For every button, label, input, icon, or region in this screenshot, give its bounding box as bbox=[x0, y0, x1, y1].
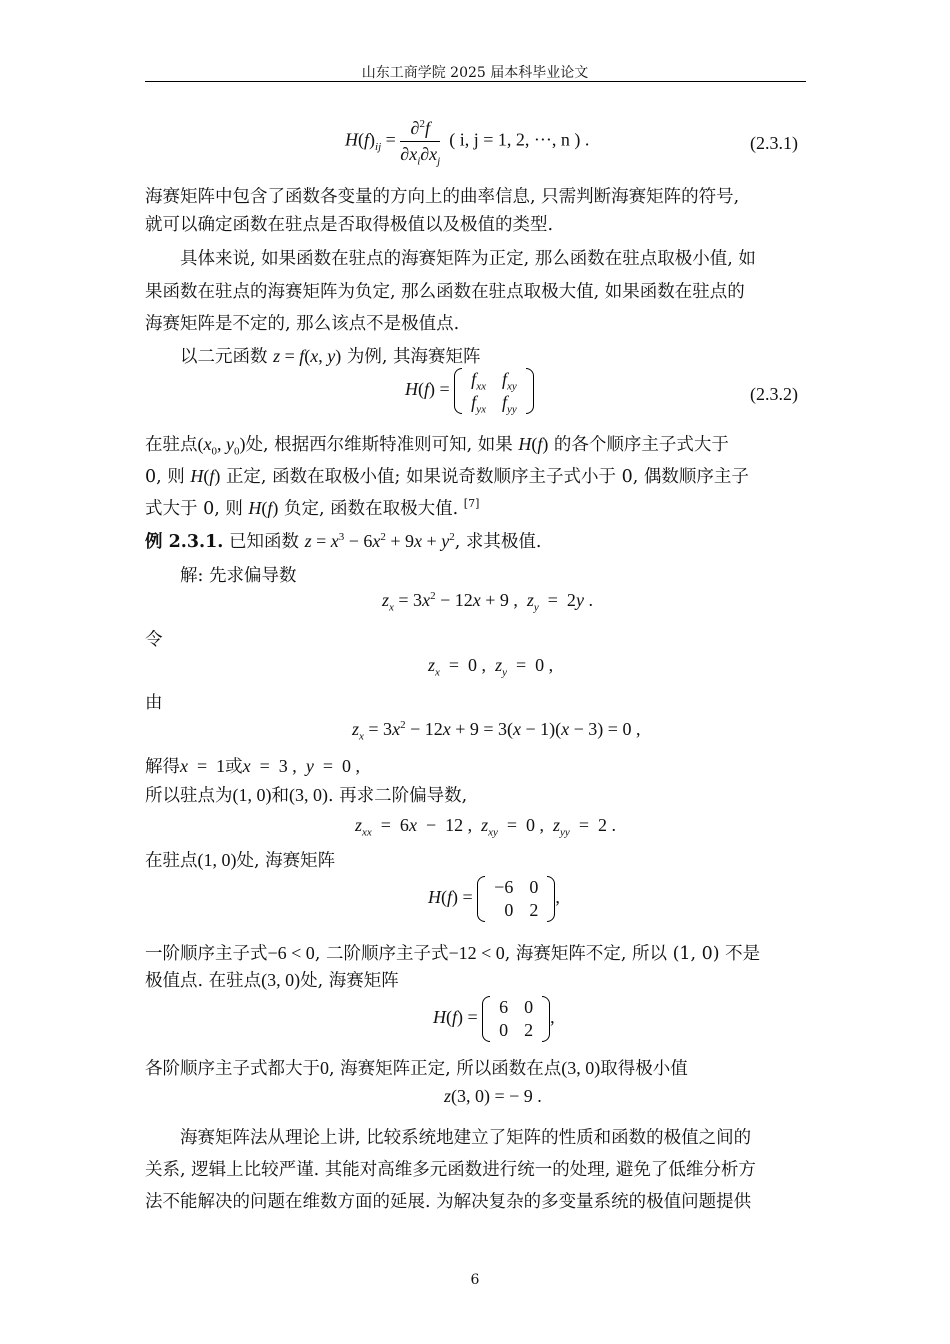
paragraph-line: 就可以确定函数在驻点是否取得极值以及极值的类型. bbox=[145, 215, 554, 235]
minimum-value: z(3, 0) = − 9 . bbox=[444, 1086, 542, 1106]
citation-ref: [7] bbox=[463, 497, 480, 511]
minors-line: 一阶顺序主子式−6 < 0, 二阶顺序主子式−12 < 0, 海赛矩阵不定, 所以 (1, 0) 不是 bbox=[145, 943, 761, 964]
from-label: 由 bbox=[145, 693, 163, 713]
roots-line: 解得x = 1或x = 3 , y = 0 , bbox=[145, 756, 360, 777]
critical-equations: $z_x = 0$ , $z_y = 0$ , bbox=[428, 655, 554, 679]
stationary-points-line: 所以驻点为(1, 0)和(3, 0). 再求二阶偏导数, bbox=[145, 785, 468, 806]
paragraph-line: 0, 则 H(f) 正定, 函数在取极小值; 如果说奇数顺序主子式小于 0, 偶数顺序主子 bbox=[145, 466, 749, 487]
header-rule bbox=[145, 81, 806, 82]
page-number: 6 bbox=[470, 1272, 480, 1288]
stationary-1-line: 在驻点(1, 0)处, 海赛矩阵 bbox=[145, 850, 336, 871]
equation-2-3-2: H(f) = $f_{xx}$ $f_{xy}$ $f_{yx}$ $f_{yy}$ bbox=[405, 368, 534, 414]
paragraph-line: 海赛矩阵中包含了函数各变量的方向上的曲率信息, 只需判断海赛矩阵的符号, bbox=[145, 187, 740, 207]
minors-line-2: 极值点. 在驻点(3, 0)处, 海赛矩阵 bbox=[145, 970, 399, 991]
hessian-at-1-0: H(f) = −6 0 0 2 , bbox=[428, 877, 560, 920]
equation-tag-2-3-2: (2.3.2) bbox=[750, 384, 798, 404]
paragraph-line: 法不能解决的问题在维数方面的延展. 为解决复杂的多变量系统的极值问题提供 bbox=[145, 1192, 752, 1212]
paragraph-line: 关系, 逻辑上比较严谨. 其能对高维多元函数进行统一的处理, 避免了低维分析方 bbox=[145, 1160, 756, 1180]
factored-equation: $z_x = 3x^2 - 12x + 9 = 3(x - 1)(x - 3) = 0$ , bbox=[352, 719, 641, 743]
example-heading: 例 2.3.1. 已知函数 $z = x^3 - 6x^2 + 9x + y^2$, 求其极值. bbox=[145, 531, 542, 552]
let-label: 令 bbox=[145, 630, 163, 650]
running-header: 山东工商学院 2025 届本科毕业论文 bbox=[361, 65, 589, 81]
second-partials: $z_{xx} = 6x - 12$ , $z_{xy} = 0$ , $z_{yy} = 2$ . bbox=[355, 815, 616, 839]
positive-definite-line: 各阶顺序主子式都大于0, 海赛矩阵正定, 所以函数在点(3, 0)取得极小值 bbox=[145, 1058, 688, 1079]
paragraph-line: 海赛矩阵法从理论上讲, 比较系统地建立了矩阵的性质和函数的极值之间的 bbox=[180, 1128, 752, 1148]
paragraph-line: 以二元函数 z = f(x, y) 为例, 其海赛矩阵 bbox=[180, 346, 481, 367]
equation-2-3-1: $H(f)_{ij}$ = $\frac{\partial^2f}{\partial x_i\partial x_j}$ ( i, j = 1, 2, ···, n ) . bbox=[345, 118, 590, 168]
paragraph-line: 具体来说, 如果函数在驻点的海赛矩阵为正定, 那么函数在驻点取极小值, 如 bbox=[180, 249, 756, 269]
paragraph-line: 海赛矩阵是不定的, 那么该点不是极值点. bbox=[145, 314, 460, 334]
solution-intro: 解: 先求偏导数 bbox=[180, 566, 297, 586]
paragraph-line: 果函数在驻点的海赛矩阵为负定, 那么函数在驻点取极大值, 如果函数在驻点的 bbox=[145, 282, 745, 302]
paragraph-line: 式大于 0, 则 H(f) 负定, 函数在取极大值. [7] bbox=[145, 497, 480, 519]
paragraph-line: 在驻点($x_0$, $y_0$)处, 根据西尔维斯特准则可知, 如果 H(f) 的各个顺序主子式大于 bbox=[145, 434, 729, 458]
hessian-at-3-0: H(f) = 6 0 0 2 , bbox=[433, 997, 555, 1040]
equation-tag-2-3-1: (2.3.1) bbox=[750, 133, 798, 153]
equation-range: ( i, j = 1, 2, ···, n ) . bbox=[449, 129, 590, 150]
first-partials: $z_x = 3x^2 - 12x + 9$ , $z_y = 2y$ . bbox=[382, 590, 593, 614]
